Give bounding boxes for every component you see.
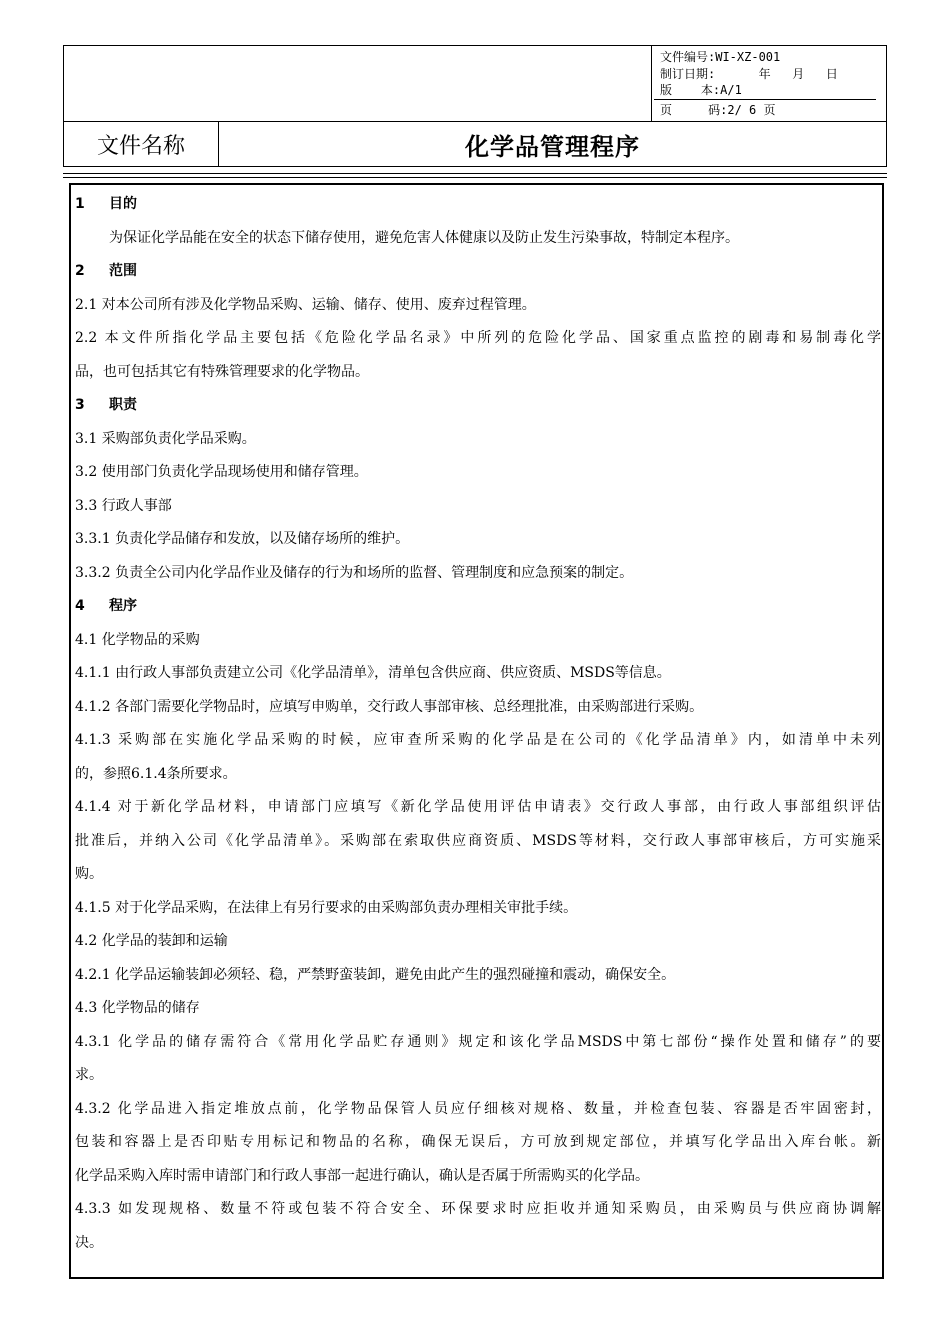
page-number: 页 码:2/ 6 页 — [660, 102, 776, 117]
paragraph: 包装和容器上是否印贴专用标记和物品的名称，确保无误后，方可放到规定部位，并填写化学品出入库台帐。新 — [75, 1134, 881, 1150]
header-title-row — [64, 122, 886, 166]
section-title: 目的 — [109, 196, 137, 212]
section-number: 4 — [75, 598, 85, 614]
paragraph: 4.2.1 化学品运输装卸必须轻、稳，严禁野蛮装卸，避免由此产生的强烈碰撞和震动，确保安全。 — [75, 966, 676, 983]
paragraph: 决。 — [75, 1234, 103, 1251]
paragraph: 4.1.5 对于化学品采购，在法律上有另行要求的由采购部负责办理相关审批手续。 — [75, 899, 578, 916]
document-meta-block — [651, 46, 886, 121]
paragraph: 购。 — [75, 866, 103, 882]
section-heading-purpose — [75, 188, 881, 222]
paragraph: 批准后，并纳入公司《化学品清单》。采购部在索取供应商资质、MSDS等材料，交行政人事部审核后，方可实施采 — [75, 832, 881, 849]
revise-date: 制订日期: 年 月 日 — [660, 66, 838, 81]
paragraph: 的，参照6.1.4条所要求。 — [75, 765, 237, 782]
paragraph: 为保证化学品能在安全的状态下储存使用，避免危害人体健康以及防止发生污染事故，特制定本程序。 — [109, 229, 739, 246]
section-title: 范围 — [109, 263, 137, 279]
section-heading-procedure — [75, 590, 881, 624]
paragraph: 4.1.2 各部门需要化学物品时，应填写申购单，交行政人事部审核、总经理批准，由采购部进行采购。 — [75, 698, 704, 715]
document-body — [69, 183, 884, 1279]
file-name-label: 文件名称 — [64, 122, 219, 166]
section-heading-responsibility — [75, 389, 881, 423]
meta-divider — [654, 99, 876, 100]
section-title: 程序 — [109, 598, 137, 614]
section-heading-scope — [75, 255, 881, 289]
separator-line-2 — [63, 177, 887, 178]
section-number: 3 — [75, 397, 85, 413]
paragraph: 求。 — [75, 1067, 103, 1083]
paragraph: 3.2 使用部门负责化学品现场使用和储存管理。 — [75, 464, 368, 480]
paragraph: 4.3.3 如发现规格、数量不符或包装不符合安全、环保要求时应拒收并通知采购员，由采购员与供应商协调解 — [75, 1201, 881, 1217]
section-title: 职责 — [109, 397, 137, 413]
paragraph: 4.1.1 由行政人事部负责建立公司《化学品清单》，清单包含供应商、供应资质、MSDS等信息。 — [75, 665, 671, 681]
version: 版 本:A/1 — [660, 83, 742, 97]
document-header — [63, 45, 887, 167]
paragraph: 4.3 化学物品的储存 — [75, 1000, 200, 1016]
paragraph: 4.1 化学物品的采购 — [75, 631, 200, 648]
paragraph: 化学品采购入库时需申请部门和行政人事部一起进行确认，确认是否属于所需购买的化学品。 — [75, 1167, 649, 1184]
paragraph: 4.3.2 化学品进入指定堆放点前，化学物品保管人员应仔细核对规格、数量，并检查包装、容器是否牢固密封， — [75, 1100, 881, 1117]
separator-line-1 — [63, 173, 887, 174]
document-number: 文件编号:WI-XZ-001 — [660, 50, 781, 64]
paragraph: 4.3.1 化学品的储存需符合《常用化学品贮存通则》规定和该化学品MSDS中第七部份“操作处置和储存”的要 — [75, 1033, 881, 1050]
document-title: 化学品管理程序 — [465, 132, 640, 161]
paragraph: 4.2 化学品的装卸和运输 — [75, 933, 228, 949]
section-number: 2 — [75, 263, 85, 279]
paragraph: 4.1.4 对于新化学品材料，申请部门应填写《新化学品使用评估申请表》交行政人事部，由行政人事部组织评估 — [75, 799, 881, 815]
section-number: 1 — [75, 196, 85, 212]
paragraph: 3.1 采购部负责化学品采购。 — [75, 430, 256, 447]
paragraph: 2.2 本文件所指化学品主要包括《危险化学品名录》中所列的危险化学品、国家重点监控的剧毒和易制毒化学 — [75, 330, 881, 346]
header-top-row — [64, 46, 886, 122]
paragraph: 3.3 行政人事部 — [75, 497, 172, 514]
paragraph: 4.1.3 采购部在实施化学品采购的时候，应审查所采购的化学品是在公司的《化学品清单》内，如清单中未列 — [75, 732, 881, 748]
paragraph: 3.3.1 负责化学品储存和发放，以及储存场所的维护。 — [75, 531, 410, 547]
body-content — [75, 188, 881, 1260]
paragraph: 品，也可包括其它有特殊管理要求的化学物品。 — [75, 363, 369, 380]
paragraph: 3.3.2 负责全公司内化学品作业及储存的行为和场所的监督、管理制度和应急预案的制定。 — [75, 564, 634, 581]
paragraph: 2.1 对本公司所有涉及化学物品采购、运输、储存、使用、废弃过程管理。 — [75, 296, 536, 313]
